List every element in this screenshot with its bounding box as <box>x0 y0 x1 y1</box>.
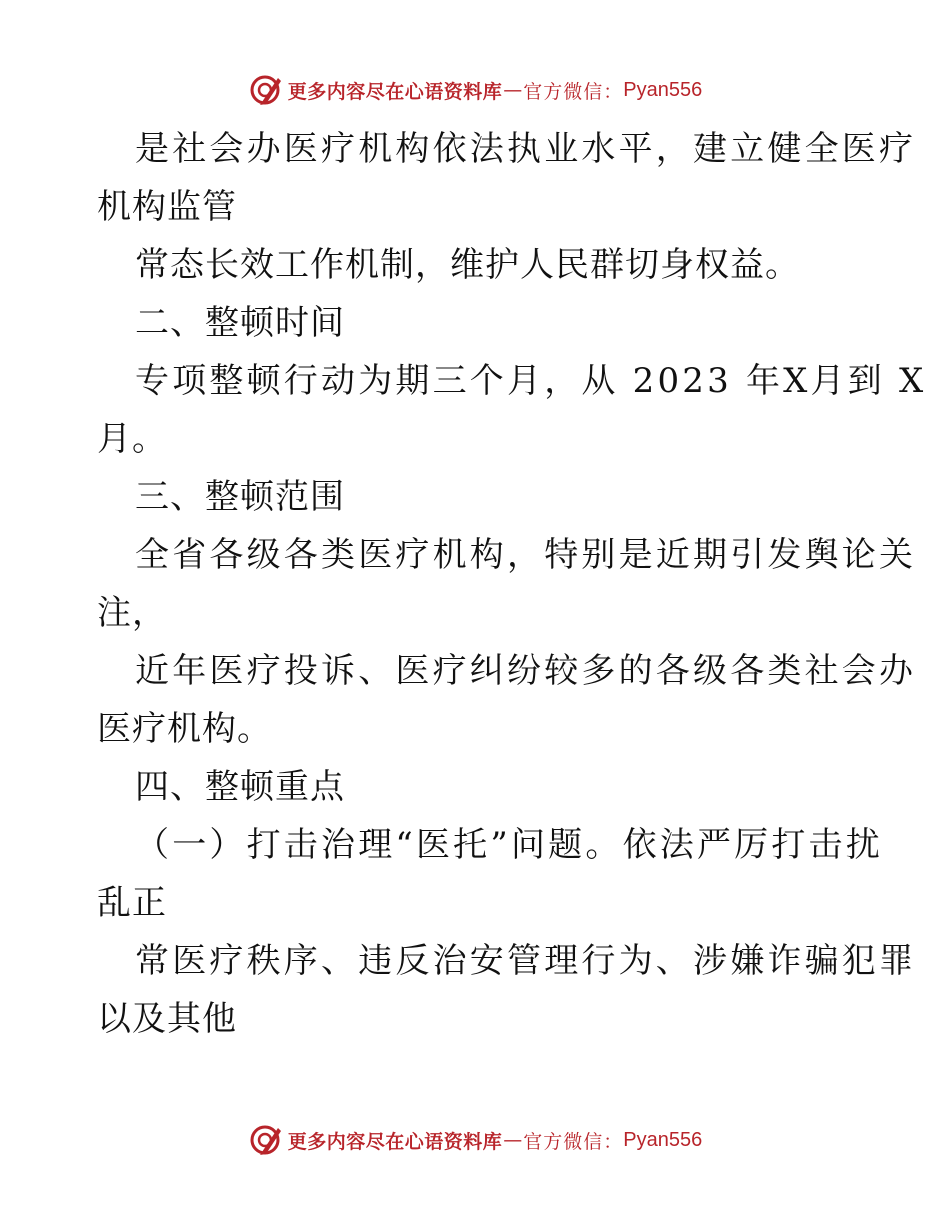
body-line-5: 专项整顿行动为期三个月，从 2023 年X月到 X <box>135 361 927 401</box>
body-line-9: 注， <box>97 593 167 633</box>
brand-text: 更多内容尽在心语资料库 <box>287 1130 503 1153</box>
body-line-3: 常态长效工作机制，维护人民群切身权益。 <box>135 245 800 285</box>
body-line-10: 近年医疗投诉、医疗纠纷较多的各级各类社会办 <box>135 651 917 691</box>
body-line-8: 全省各级各类医疗机构，特别是近期引发舆论关 <box>135 535 917 575</box>
body-line-2: 机构监管 <box>97 187 237 227</box>
body-line-11: 医疗机构。 <box>97 709 272 749</box>
wechat-id: Pyan556 <box>623 78 703 101</box>
body-line-16: 以及其他 <box>97 999 237 1039</box>
banner-separator: — <box>503 1129 523 1151</box>
wechat-label: 官方微信： <box>523 80 624 103</box>
body-line-6: 月。 <box>97 419 167 459</box>
document-body <box>97 120 927 1048</box>
body-line-1: 是社会办医疗机构依法执业水平，建立健全医疗 <box>135 129 917 169</box>
section-heading-time: 二、整顿时间 <box>135 303 345 343</box>
pen-logo-icon <box>248 72 284 108</box>
section-heading-scope: 三、整顿范围 <box>135 477 345 517</box>
body-line-13: （一）打击治理“医托”问题。依法严厉打击扰 <box>135 825 883 865</box>
wechat-label: 官方微信： <box>523 1130 624 1153</box>
footer-watermark-banner <box>0 1120 950 1160</box>
wechat-id: Pyan556 <box>623 1128 703 1151</box>
banner-separator: — <box>503 79 523 101</box>
brand-text: 更多内容尽在心语资料库 <box>287 80 503 103</box>
pen-logo-icon <box>248 1122 284 1158</box>
body-line-14: 乱正 <box>97 883 167 923</box>
body-line-15: 常医疗秩序、违反治安管理行为、涉嫌诈骗犯罪 <box>135 941 917 981</box>
header-watermark-banner <box>0 70 950 110</box>
section-heading-focus: 四、整顿重点 <box>135 767 345 807</box>
